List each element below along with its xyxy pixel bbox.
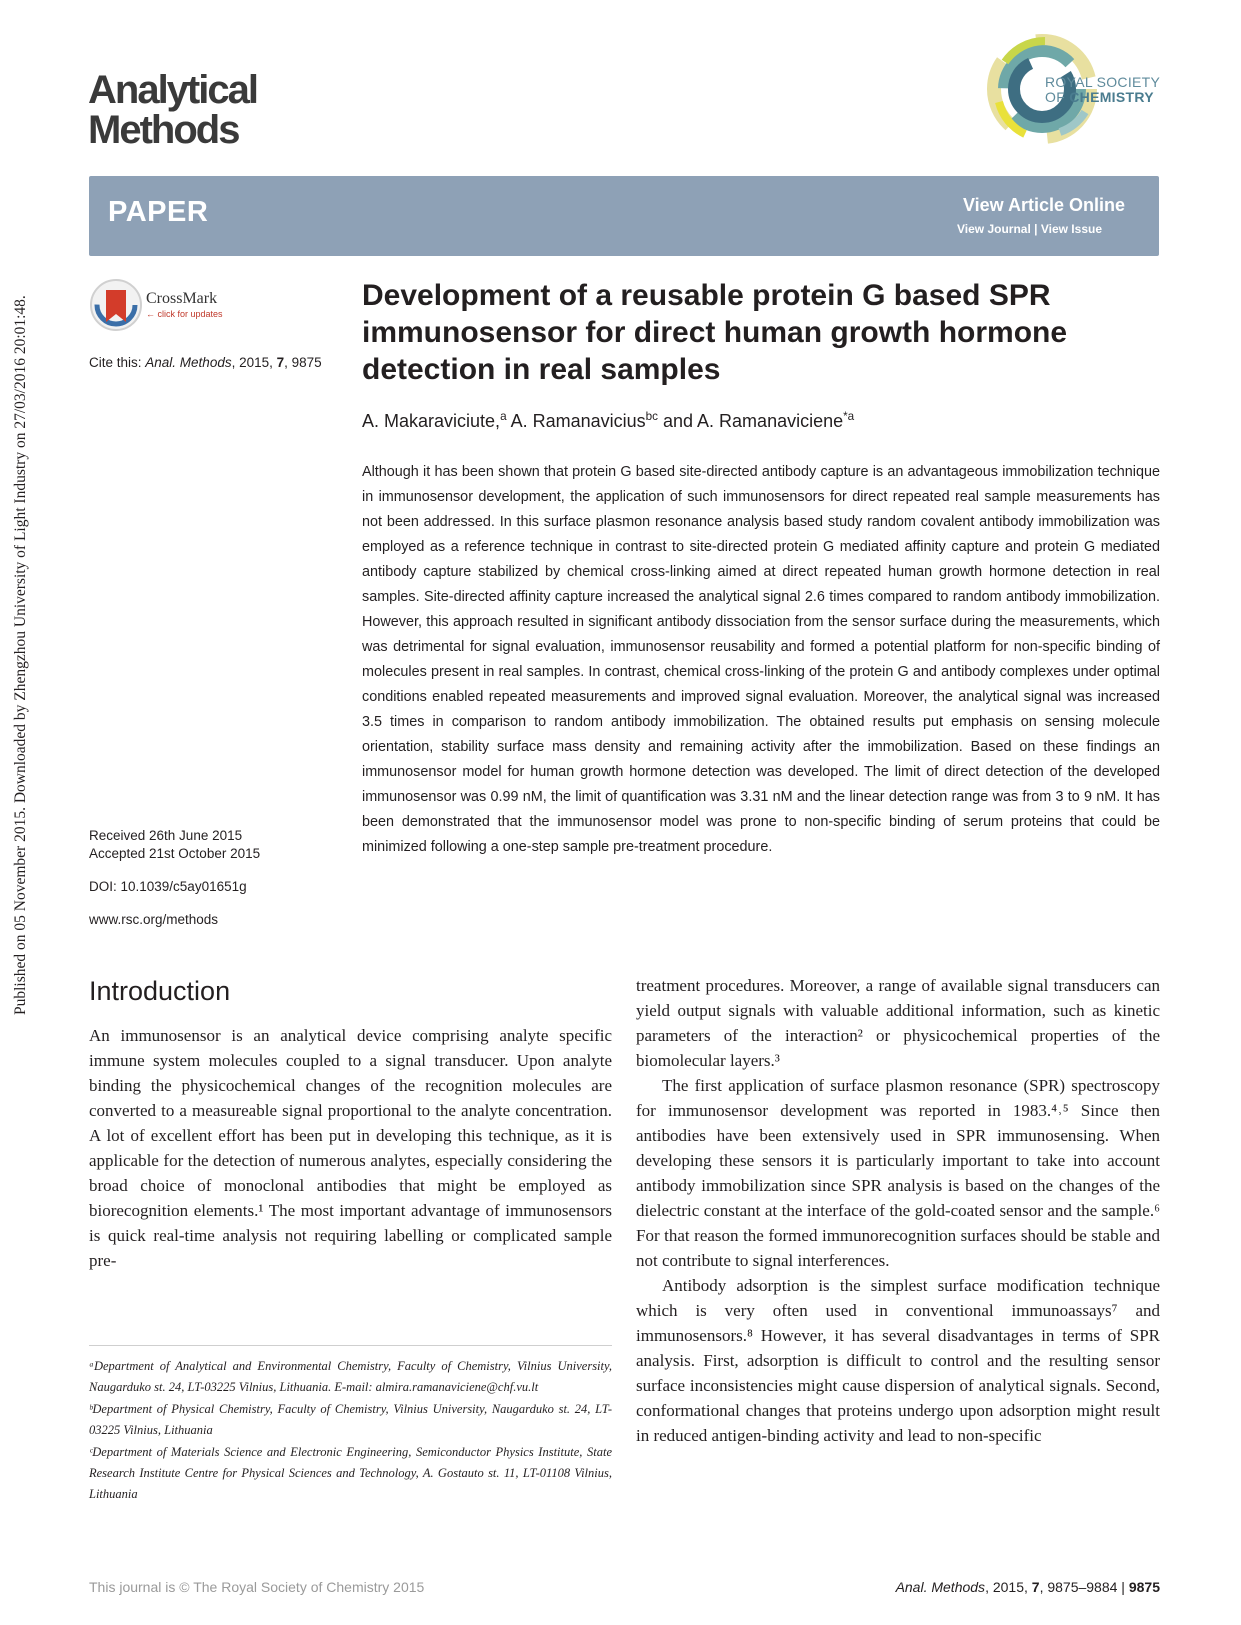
- paragraph: The first application of surface plasmon resonance (SPR) spectroscopy for immunosensor development was reported in 1983.⁴˒⁵ Since then antibodies have been extensively used in SPR immunosensing. When developing these sensors it is particularly important to take into account antibody immobilization since SPR analysis is based on the changes of the dielectric constant at the interface of the gold-coated sensor and the sample.⁶ For that reason the formed immunorecognition surfaces should be stable and not contribute to signal interferences.: [636, 1076, 1160, 1270]
- abstract: Although it has been shown that protein G based site-directed antibody capture is an advantageous immobilization technique in immunosensor development, the application of such immunosensors for direct repeated real sample measurements has not been addressed. In this surface plasmon resonance analysis based study random covalent antibody immobilization was employed as a reference technique in contrast to site-directed protein G mediated affinity capture and protein G mediated antibody capture stabilized by chemical cross-linking aimed at direct repeated human growth hormone detection in real samples. Site-directed affinity capture increased the analytical signal 2.6 times compared to random antibody immobilization. However, this approach resulted in significant antibody dissociation from the sensor surface during the measurements, which was detrimental for signal evaluation, immunosensor reusability and formed a potential platform for non-specific binding of molecules present in real samples. In contrast, chemical cross-linking of the protein G and antibody complexes under optimal conditions enabled repeated measurements and improved signal evaluation. Moreover, the analytical signal was increased 3.5 times in comparison to random antibody immobilization. The obtained results put emphasis on sensing molecule orientation, stability surface mass density and remaining activity after the immobilization. Based on these findings an immunosensor model for human growth hormone detection was developed. The limit of direct detection of the developed immunosensor was 0.99 nM, the limit of quantification was 3.31 nM and the linear detection range was from 3 to 9 nM. It has been demonstrated that the immunosensor model was prone to non-specific binding of serum proteins that could be minimized following a one-step sample pre-treatment procedure.: [362, 464, 1160, 855]
- body-column-left: [89, 1023, 612, 1273]
- view-links: [957, 222, 1102, 236]
- affiliation-a: ᵃDepartment of Analytical and Environmental Chemistry, Faculty of Chemistry, Vilnius University, Naugarduko st. 24, LT-03225 Vilnius, Lithuania. E-mail: almira.ramanaviciene@chf.vu.lt: [89, 1359, 612, 1394]
- paragraph: An immunosensor is an analytical device comprising analyte specific immune system molecules coupled to a signal transducer. Upon analyte binding the physicochemical changes of the recognition molecules are converted to a measureable signal proportional to the analyte concentration. A lot of excellent effort has been put in developing this technique, as it is applicable for the detection of numerous analytes, especially considering the broad choice of monoclonal antibodies that might be employed as biorecognition elements.¹ The most important advantage of immunosensors is quick real-time analysis not requiring labelling or complicated sample pre-: [89, 1026, 612, 1270]
- journal-url-link[interactable]: www.rsc.org/methods: [89, 912, 219, 927]
- view-journal-link[interactable]: View Journal: [957, 222, 1031, 236]
- download-note: [8, 235, 30, 1015]
- crossmark-updates-link[interactable]: ← click for updates: [146, 309, 223, 319]
- article-title: Development of a reusable protein G based SPR immunosensor for direct human growth hormone detection in real samples: [362, 279, 1068, 386]
- author-2[interactable]: A. Ramanavicius: [506, 411, 646, 431]
- paragraph: treatment procedures. Moreover, a range of available signal transducers can yield output signals with valuable additional information, such as kinetic parameters of the interaction² or physicochemical properties of the biomolecular layers.³: [636, 976, 1160, 1070]
- author-3[interactable]: and A. Ramanaviciene: [658, 411, 844, 431]
- footnote-divider: [89, 1345, 612, 1346]
- download-note-text: Published on 05 November 2015. Downloaded by Zhengzhou University of Light Industry on 27/03/2016 20:01:48.: [12, 295, 29, 1015]
- body-column-right: [636, 973, 1160, 1448]
- author-1[interactable]: A. Makaraviciute,: [362, 411, 501, 431]
- affiliation-c: ᶜDepartment of Materials Science and Electronic Engineering, Semiconductor Physics Institute, State Research Institute Centre for Physical Sciences and Technology, A. Gostauto st. 11, LT-01108 Vilnius, Lithuania: [89, 1445, 612, 1501]
- doi[interactable]: DOI: 10.1039/c5ay01651g: [89, 879, 247, 894]
- author-list: A. Makaraviciute,$^a$ A. Ramanavicius$^{bc}$ and A. Ramanaviciene$^{*a}$: [362, 410, 855, 431]
- link-separator: |: [1030, 222, 1041, 236]
- journal-name[interactable]: [88, 70, 257, 150]
- page-footer: Anal. Methods, 2015, 7, 9875–9884 | 9875: [895, 1579, 1160, 1595]
- citation: Cite this: Anal. Methods, 2015, 7, 9875: [89, 355, 322, 370]
- view-issue-link[interactable]: View Issue: [1040, 222, 1102, 236]
- article-type-banner: [89, 176, 1159, 256]
- page-number: 9875: [1128, 1579, 1160, 1595]
- publisher-name: [1045, 75, 1160, 105]
- paragraph: Antibody adsorption is the simplest surface modification technique which is very often used in conventional immunoassays⁷ and immunosensors.⁸ However, it has several disadvantages in terms of SPR analysis. First, adsorption is difficult to control and the resulting sensor surface inconsistencies might cause dispersion of analytical signals. Second, conformational changes that proteins undergo upon adsorption might result in reduced antigen-binding activity and lead to non-specific: [636, 1276, 1160, 1445]
- crossmark-icon[interactable]: [89, 278, 143, 332]
- accepted-date: Accepted 21st October 2015: [89, 846, 261, 861]
- section-heading: Introduction: [89, 976, 231, 1006]
- crossmark-title[interactable]: CrossMark: [146, 290, 218, 307]
- publisher-line1: ROYAL SOCIETY: [1045, 74, 1161, 90]
- affiliation-b: ᵇDepartment of Physical Chemistry, Faculty of Chemistry, Vilnius University, Naugarduko st. 24, LT-03225 Vilnius, Lithuania: [89, 1402, 612, 1437]
- journal-name-line2: Methods: [88, 108, 239, 152]
- article-type-label: PAPER: [108, 196, 209, 228]
- copyright-footer: This journal is © The Royal Society of Chemistry 2015: [89, 1579, 425, 1595]
- affiliations: [89, 1356, 612, 1506]
- view-article-online-link[interactable]: View Article Online: [962, 195, 1125, 215]
- publisher-line2: OF CHEMISTRY: [1045, 89, 1154, 105]
- received-date: Received 26th June 2015: [89, 828, 243, 843]
- journal-name-line1: Analytical: [88, 68, 257, 112]
